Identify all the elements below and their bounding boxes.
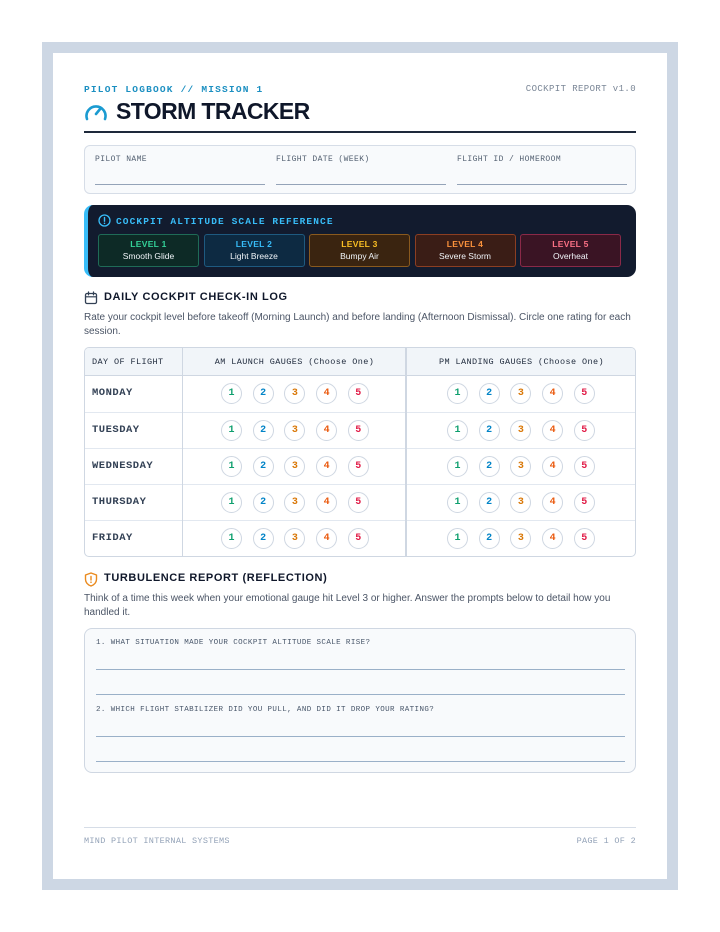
pm-rating-option[interactable]: 3 bbox=[510, 383, 531, 404]
column-divider bbox=[405, 348, 407, 557]
pm-rating-option[interactable]: 1 bbox=[447, 420, 468, 441]
reflection-box bbox=[84, 628, 636, 773]
scale-level-label: LEVEL 5 bbox=[552, 239, 589, 249]
pm-rating-option[interactable]: 1 bbox=[447, 492, 468, 513]
pm-rating-option[interactable]: 1 bbox=[447, 383, 468, 404]
reflection-header bbox=[84, 571, 636, 587]
scale-level-label: LEVEL 2 bbox=[235, 239, 273, 249]
pm-rating-option[interactable]: 2 bbox=[479, 528, 500, 549]
pilot-name-line bbox=[95, 184, 265, 185]
am-rating-option[interactable]: 4 bbox=[316, 528, 337, 549]
am-rating-option[interactable]: 4 bbox=[316, 383, 337, 404]
scale-level-name: Smooth Glide bbox=[122, 251, 175, 261]
table-row bbox=[85, 448, 635, 484]
day-label: FRIDAY bbox=[92, 532, 133, 544]
am-rating-option[interactable]: 2 bbox=[253, 528, 274, 549]
am-rating-option[interactable]: 5 bbox=[348, 456, 369, 477]
am-rating-option[interactable]: 5 bbox=[348, 383, 369, 404]
calendar-icon bbox=[84, 291, 98, 305]
am-rating-option[interactable]: 3 bbox=[284, 528, 305, 549]
am-rating-option[interactable]: 2 bbox=[253, 383, 274, 404]
footer-left: MIND PILOT INTERNAL SYSTEMS bbox=[84, 836, 230, 846]
answer-line[interactable] bbox=[96, 694, 625, 695]
am-rating-option[interactable]: 2 bbox=[253, 420, 274, 441]
col-header-pm: PM LANDING GAUGES (Choose One) bbox=[438, 357, 605, 367]
answer-line[interactable] bbox=[96, 669, 625, 670]
am-rating-option[interactable]: 5 bbox=[348, 528, 369, 549]
title-divider bbox=[84, 131, 636, 133]
checkin-header bbox=[84, 290, 636, 306]
answer-line[interactable] bbox=[96, 761, 625, 762]
eyebrow-label: PILOT LOGBOOK // MISSION 1 bbox=[84, 84, 264, 95]
pm-rating-option[interactable]: 5 bbox=[574, 456, 595, 477]
info-icon bbox=[98, 214, 111, 227]
am-rating-option[interactable]: 1 bbox=[221, 383, 242, 404]
flight-id-field[interactable] bbox=[457, 155, 627, 164]
col-header-day: DAY OF FLIGHT bbox=[92, 357, 164, 367]
pm-rating-option[interactable]: 2 bbox=[479, 420, 500, 441]
footer-page-number: PAGE 1 OF 2 bbox=[576, 836, 636, 846]
pilot-name-field[interactable] bbox=[95, 155, 265, 164]
scale-level-2 bbox=[204, 234, 305, 267]
scale-level-3 bbox=[309, 234, 410, 267]
am-rating-option[interactable]: 5 bbox=[348, 420, 369, 441]
page-title: STORM TRACKER bbox=[116, 98, 310, 124]
scale-level-name: Severe Storm bbox=[439, 251, 491, 261]
pm-rating-option[interactable]: 3 bbox=[510, 420, 531, 441]
scale-level-label: LEVEL 4 bbox=[446, 239, 484, 249]
shield-alert-icon bbox=[84, 572, 98, 587]
pm-rating-option[interactable]: 2 bbox=[479, 492, 500, 513]
pm-rating-option[interactable]: 4 bbox=[542, 420, 563, 441]
pm-rating-option[interactable]: 5 bbox=[574, 492, 595, 513]
scale-level-4 bbox=[415, 234, 516, 267]
table-row bbox=[85, 376, 635, 412]
pm-rating-option[interactable]: 2 bbox=[479, 383, 500, 404]
column-divider bbox=[182, 348, 183, 557]
pm-rating-option[interactable]: 4 bbox=[542, 492, 563, 513]
scale-level-label: LEVEL 3 bbox=[341, 239, 378, 249]
pm-rating-option[interactable]: 2 bbox=[479, 456, 500, 477]
am-rating-option[interactable]: 3 bbox=[284, 492, 305, 513]
am-rating-option[interactable]: 1 bbox=[221, 420, 242, 441]
checkin-description: Rate your cockpit level before takeoff (Morning Launch) and before landing (Afternoon Dismissal). Circle one rating for each session. bbox=[84, 312, 631, 337]
flight-id-line bbox=[457, 184, 627, 185]
reflection-prompt-1: 1. WHAT SITUATION MADE YOUR COCKPIT ALTITUDE SCALE RISE? bbox=[96, 639, 371, 647]
pm-rating-option[interactable]: 4 bbox=[542, 528, 563, 549]
title-row bbox=[84, 98, 636, 126]
scale-title: COCKPIT ALTITUDE SCALE REFERENCE bbox=[116, 216, 334, 227]
pm-rating-option[interactable]: 4 bbox=[542, 456, 563, 477]
scale-level-name: Light Breeze bbox=[230, 251, 278, 261]
pm-rating-option[interactable]: 1 bbox=[447, 456, 468, 477]
am-rating-option[interactable]: 1 bbox=[221, 456, 242, 477]
flight-date-label: FLIGHT DATE (WEEK) bbox=[276, 155, 370, 164]
flight-id-label: FLIGHT ID / HOMEROOM bbox=[457, 155, 562, 164]
pm-rating-option[interactable]: 3 bbox=[510, 492, 531, 513]
col-header-am: AM LAUNCH GAUGES (Choose One) bbox=[214, 357, 375, 367]
answer-line[interactable] bbox=[96, 736, 625, 737]
pm-rating-option[interactable]: 1 bbox=[447, 528, 468, 549]
checkin-log-table bbox=[84, 347, 636, 557]
gauge-icon bbox=[84, 101, 108, 123]
pilot-name-label: PILOT NAME bbox=[95, 155, 148, 164]
am-rating-option[interactable]: 3 bbox=[284, 420, 305, 441]
report-tag: COCKPIT REPORT v1.0 bbox=[525, 84, 636, 94]
scale-level-name: Overheat bbox=[553, 251, 588, 261]
reflection-prompt-2: 2. WHICH FLIGHT STABILIZER DID YOU PULL, AND DID IT DROP YOUR RATING? bbox=[96, 706, 435, 714]
am-rating-option[interactable]: 3 bbox=[284, 456, 305, 477]
checkin-title: DAILY COCKPIT CHECK-IN LOG bbox=[104, 291, 288, 303]
scale-level-label: LEVEL 1 bbox=[130, 239, 167, 249]
table-row bbox=[85, 412, 635, 448]
am-rating-option[interactable]: 4 bbox=[316, 420, 337, 441]
am-rating-option[interactable]: 5 bbox=[348, 492, 369, 513]
am-rating-option[interactable]: 2 bbox=[253, 456, 274, 477]
pm-rating-option[interactable]: 3 bbox=[510, 456, 531, 477]
am-rating-option[interactable]: 1 bbox=[221, 492, 242, 513]
footer-divider bbox=[84, 827, 636, 828]
am-rating-option[interactable]: 4 bbox=[316, 456, 337, 477]
pm-rating-option[interactable]: 5 bbox=[574, 383, 595, 404]
day-label: MONDAY bbox=[92, 387, 133, 399]
worksheet-page bbox=[53, 53, 667, 879]
flight-date-field[interactable] bbox=[276, 155, 446, 164]
table-row bbox=[85, 484, 635, 520]
am-rating-option[interactable]: 1 bbox=[221, 528, 242, 549]
scale-level-5 bbox=[520, 234, 621, 267]
am-rating-option[interactable]: 3 bbox=[284, 383, 305, 404]
day-label: TUESDAY bbox=[92, 424, 140, 436]
table-row bbox=[85, 520, 635, 556]
pm-rating-option[interactable]: 4 bbox=[542, 383, 563, 404]
pm-rating-option[interactable]: 3 bbox=[510, 528, 531, 549]
scale-level-1 bbox=[98, 234, 199, 267]
scale-level-name: Bumpy Air bbox=[340, 251, 379, 261]
pilot-info-box bbox=[84, 145, 636, 194]
pm-rating-option[interactable]: 5 bbox=[574, 528, 595, 549]
pm-rating-option[interactable]: 5 bbox=[574, 420, 595, 441]
reflection-description: Think of a time this week when your emotional gauge hit Level 3 or higher. Answer the prompts below to detail how you handled it. bbox=[84, 593, 611, 618]
am-rating-option[interactable]: 2 bbox=[253, 492, 274, 513]
table-header bbox=[85, 348, 635, 376]
altitude-scale-panel bbox=[84, 205, 636, 277]
day-label: WEDNESDAY bbox=[92, 460, 154, 472]
reflection-title: TURBULENCE REPORT (REFLECTION) bbox=[104, 572, 328, 584]
am-rating-option[interactable]: 4 bbox=[316, 492, 337, 513]
day-label: THURSDAY bbox=[92, 496, 147, 508]
top-line bbox=[84, 84, 636, 98]
flight-date-line bbox=[276, 184, 446, 185]
